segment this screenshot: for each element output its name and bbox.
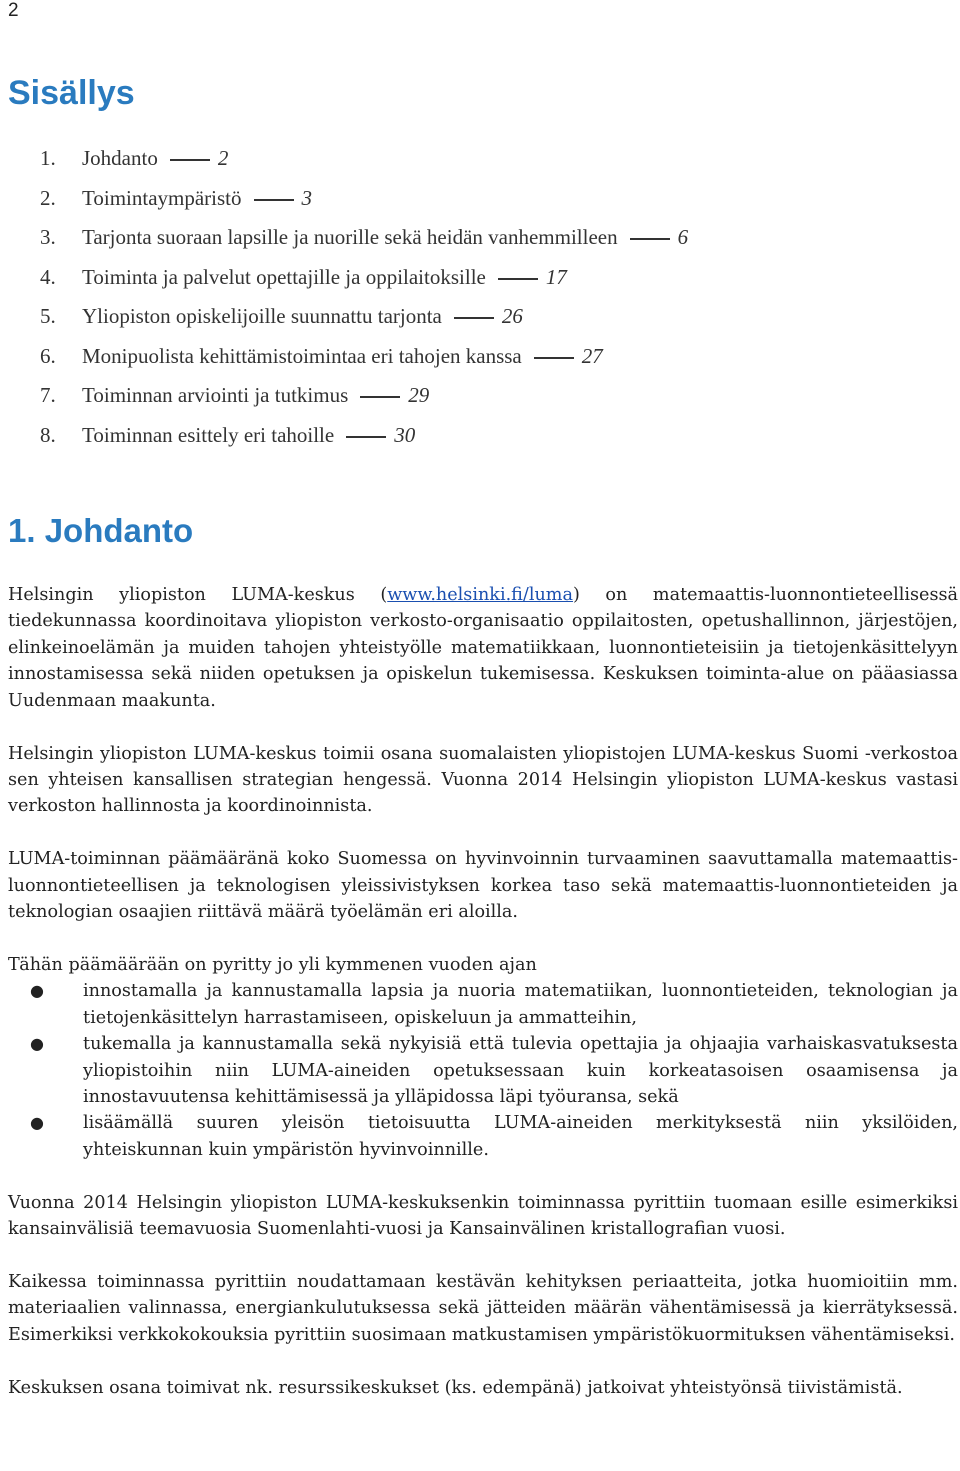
paragraph-intro — [8, 582, 958, 714]
toc-item-label: Tarjonta suoraan lapsille ja nuorille sekä heidän vanhemmilleen — [82, 225, 618, 249]
toc-item[interactable] — [40, 418, 688, 458]
toc-item-page: 26 — [501, 304, 523, 328]
paragraph-resource-centers: Keskuksen osana toimivat nk. resurssikeskukset (ks. edempänä) jatkoivat yhteistyönsä tiivistämistä. — [8, 1377, 903, 1398]
toc-item-number: 4. — [40, 264, 56, 289]
toc-item-page: 27 — [581, 343, 603, 368]
table-of-contents — [40, 141, 688, 457]
toc-item-label: Johdanto — [82, 146, 158, 170]
paragraph-sustainability: Kaikessa toiminnassa pyrittiin noudattamaan kestävän kehityksen periaatteita, jotka huomioitiin mm. materiaalien valinnassa, energiankulutuksessa sekä jätteiden määrän vähentämisessä ja kierrätyksessä. Esimerkiksi verkkokokouksia pyrittiin suosimaan matkustamisen ympäristökuormituksen vähentämiseksi. — [8, 1272, 958, 1345]
toc-item-page: 2 — [217, 146, 229, 170]
toc-item-number: 2. — [40, 185, 56, 210]
toc-item-page: 17 — [545, 264, 567, 289]
toc-dash-icon — [630, 238, 670, 240]
toc-item-page: 3 — [301, 185, 313, 210]
methods-list — [8, 978, 958, 1163]
toc-item-label: Toiminta ja palvelut opettajille ja oppilaitoksille — [82, 264, 486, 289]
toc-title: Sisällys — [8, 74, 135, 112]
toc-dash-icon — [170, 159, 210, 161]
paragraph-goal: LUMA-toiminnan päämääränä koko Suomessa on hyvinvoinnin turvaaminen saavuttamalla matemaattis-luonnontieteellisen ja teknologisen yleissivistyksen korkea taso sekä matemaattis-luonnontieteiden ja teknologian osaajien riittävä määrä työelämän eri aloilla. — [8, 849, 958, 923]
luma-website-link[interactable]: www.helsinki.fi/luma — [387, 585, 573, 605]
toc-item[interactable] — [40, 339, 688, 379]
toc-item-label: Toiminnan esittely eri tahoille — [82, 422, 335, 447]
section-title: 1. Johdanto — [8, 512, 194, 549]
toc-item-page: 6 — [677, 225, 689, 249]
toc-dash-icon — [254, 199, 294, 201]
toc-item-number: 7. — [40, 383, 56, 407]
toc-item-number: 5. — [40, 304, 56, 328]
toc-item-label: Monipuolista kehittämistoimintaa eri tahojen kanssa — [82, 343, 522, 368]
toc-item-number: 3. — [40, 225, 56, 249]
paragraph-network: Helsingin yliopiston LUMA-keskus toimii osana suomalaisten yliopistojen LUMA-keskus Suomi -verkostoa sen yhteisen kansallisen strategian hengessä. Vuonna 2014 Helsingin yliopiston LUMA-keskus vastasi verkoston hallinnosta ja koordinoinnista. — [8, 743, 958, 817]
list-item — [8, 1110, 958, 1163]
paragraph-theme-years: Vuonna 2014 Helsingin yliopiston LUMA-keskuksenkin toiminnassa pyrittiin tuomaan esille esimerkiksi kansainvälisiä teemavuosia Suomenlahti-vuosi ja Kansainvälinen kristallografian vuosi. — [8, 1192, 958, 1240]
toc-item[interactable] — [40, 260, 688, 300]
paragraph-text: Helsingin yliopiston LUMA-keskus ( — [8, 585, 388, 605]
list-item-text: innostamalla ja kannustamalla lapsia ja nuoria matematiikan, luonnontieteiden, teknologian ja tietojenkäsittelyn harrastamiseen, opiskeluun ja ammatteihin, — [83, 981, 958, 1028]
list-item — [8, 1031, 958, 1110]
toc-dash-icon — [346, 436, 386, 438]
paragraph-methods-intro: Tähän päämäärään on pyritty jo yli kymmenen vuoden ajan — [8, 954, 537, 975]
list-item — [8, 978, 958, 1031]
toc-item-number: 6. — [40, 343, 56, 368]
toc-item[interactable] — [40, 220, 688, 260]
bullet-icon: ● — [30, 1113, 44, 1133]
paragraph-text: ) on matemaattis-luonnontieteellisessä tiedekunnassa koordinoitava yliopiston verkosto-organisaatio oppilaitosten, opetushallinnon, järjestöjen, elinkeinoelämän ja muiden tahojen yhteistyölle matematiikkaan, luonnontieteisiin ja tietojenkäsittelyyn innostamisessa sekä niiden opetuksen ja opiskelun tukemisessa. Keskuksen toiminta-alue on pääasiassa Uudenmaan maakunta. — [8, 585, 958, 711]
toc-item-number: 8. — [40, 422, 56, 447]
toc-item[interactable] — [40, 181, 688, 221]
toc-item-page: 29 — [408, 383, 430, 407]
toc-item-label: Toiminnan arviointi ja tutkimus — [82, 383, 349, 407]
toc-dash-icon — [534, 357, 574, 359]
list-item-text: lisäämällä suuren yleisön tietoisuutta LUMA-aineiden merkityksestä niin yksilöiden, yhteiskunnan kuin ympäristön hyvinvoinnille. — [83, 1113, 958, 1160]
bullet-icon: ● — [30, 981, 44, 1001]
toc-item-page: 30 — [394, 422, 416, 447]
section-body — [8, 582, 958, 1428]
list-item-text: tukemalla ja kannustamalla sekä nykyisiä että tulevia opettajia ja ohjaajia varhaiskasvatuksesta yliopistoihin niin LUMA-aineiden opetuksessaan kuin korkeatasoisen osaamisensa ja innostavuutensa kehittämisessä ja ylläpidossa läpi työuransa, sekä — [83, 1034, 958, 1107]
toc-item[interactable] — [40, 378, 688, 418]
toc-dash-icon — [498, 278, 538, 280]
bullet-icon: ● — [30, 1034, 44, 1054]
toc-item-label: Toimintaympäristö — [82, 185, 242, 210]
page-number: 2 — [8, 0, 19, 21]
toc-item[interactable] — [40, 141, 688, 181]
toc-item[interactable] — [40, 299, 688, 339]
toc-dash-icon — [360, 396, 400, 398]
toc-item-number: 1. — [40, 146, 56, 170]
toc-dash-icon — [454, 317, 494, 319]
toc-item-label: Yliopiston opiskelijoille suunnattu tarjonta — [82, 304, 442, 328]
